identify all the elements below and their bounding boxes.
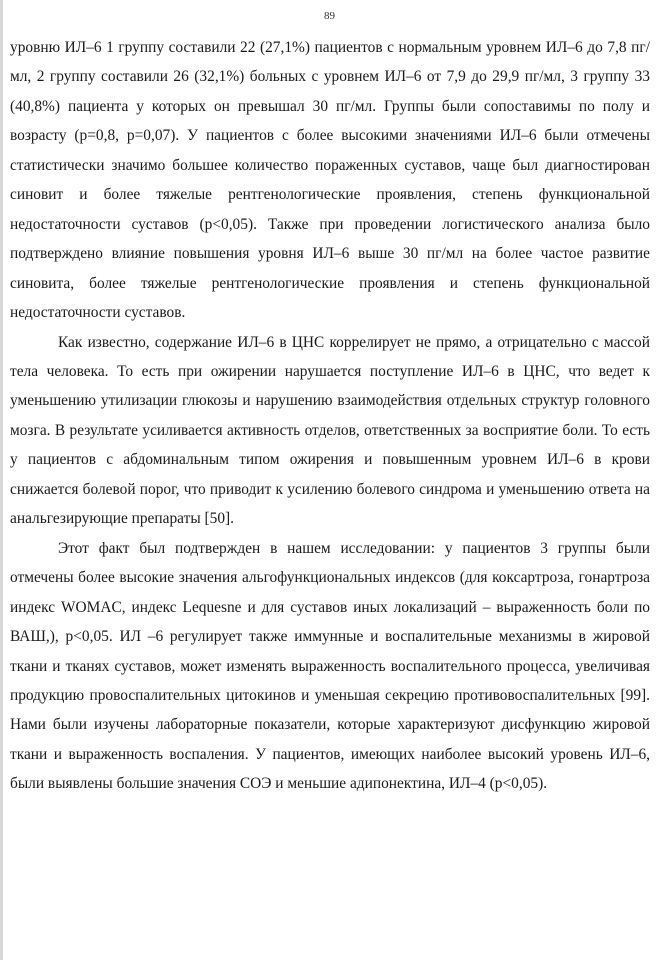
scan-edge-shadow [0,0,3,960]
page-number: 89 [324,10,335,22]
paragraph-1: уровню ИЛ–6 1 группу составили 22 (27,1%) пациентов с нормальным уровнем ИЛ–6 до 7,8 пг/мл, 2 группу составили 26 (32,1%) больных с уровнем ИЛ–6 от 7,9 до 29,9 пг/мл, 3 группу 33 (40,8%) пациента у которых он превышал 30 пг/мл. Группы были сопоставимы по полу и возрасту (p=0,8, p=0,07). У пациентов с более высокими значениями ИЛ–6 были отмечены статистически значимо большее количество пораженных суставов, чаще был диагностирован синовит и более тяжелые рентгенологические проявления, степень функциональной недостаточности суставов (p<0,05). Также при проведении логистического анализа было подтверждено влияние повышения уровня ИЛ–6 выше 30 пг/мл на более частое развитие синовита, более тяжелые рентгенологические проявления и степень функциональной недостаточности суставов. [10,39,650,322]
body-text [10,33,650,799]
paragraph-3: Этот факт был подтвержден в нашем исследовании: у пациентов 3 группы были отмечены более высокие значения альгофункциональных индексов (для коксартроза, гонартроза индекс WOMAC, индекс Lequesne и для суставов иных локализаций – выраженность боли по ВАШ,), p<0,05. ИЛ –6 регулирует также иммунные и воспалительные механизмы в жировой ткани и тканях суставов, может изменять выраженность воспалительного процесса, увеличивая продукцию провоспалительных цитокинов и уменьшая секрецию противовоспалительных [99]. Нами были изучены лабораторные показатели, которые характеризуют дисфункцию жировой ткани и выраженность воспаления. У пациентов, имеющих наиболее высокий уровень ИЛ–6, были выявлены большие значения СОЭ и меньшие адипонектина, ИЛ–4 (p<0,05). [10,539,650,793]
paragraph-2: Как известно, содержание ИЛ–6 в ЦНС коррелирует не прямо, а отрицательно с массой тела человека. То есть при ожирении нарушается поступление ИЛ–6 в ЦНС, что ведет к уменьшению утилизации глюкозы и нарушению взаимодействия отдельных структур головного мозга. В результате усиливается активность отделов, ответственных за восприятие боли. То есть у пациентов с абдоминальным типом ожирения и повышенным уровнем ИЛ–6 в крови снижается болевой порог, что приводит к усилению болевого синдрома и уменьшению ответа на анальгезирующие препараты [50]. [10,333,650,528]
